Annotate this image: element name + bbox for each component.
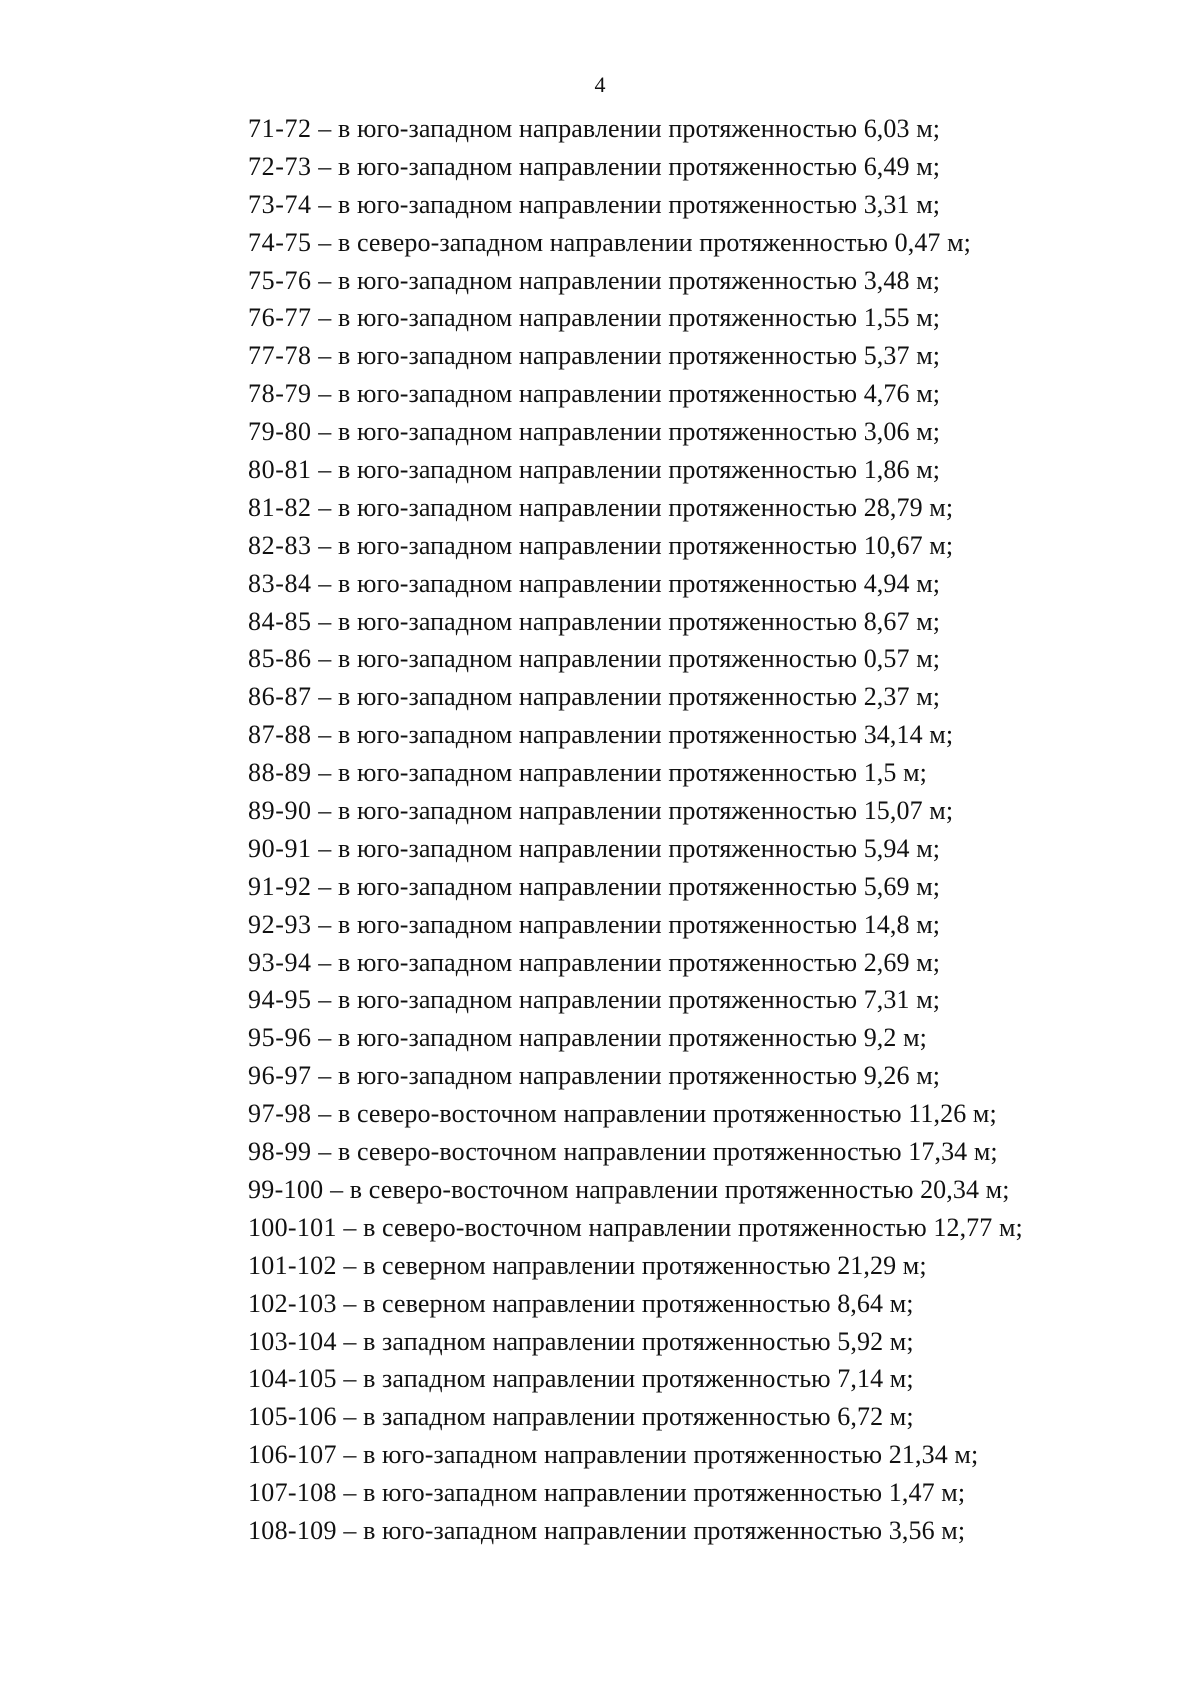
segment-point-range: 105-106: [248, 1402, 337, 1432]
segment-description: – в юго-западном направлении протяженностью 1,86 м;: [311, 455, 941, 485]
segment-line: [248, 1209, 1023, 1247]
segment-line: [248, 565, 1023, 603]
segment-point-range: 94-95: [248, 985, 312, 1015]
segment-description: – в западном направлении протяженностью 6,72 м;: [336, 1402, 914, 1432]
segment-description: – в юго-западном направлении протяженностью 0,57 м;: [311, 644, 941, 674]
segment-point-range: 79-80: [248, 417, 312, 447]
segment-description: – в юго-западном направлении протяженностью 6,03 м;: [311, 114, 941, 143]
segment-line: [248, 186, 1023, 224]
segment-description: – в юго-западном направлении протяженностью 9,2 м;: [311, 1023, 927, 1053]
segment-point-range: 97-98: [248, 1099, 312, 1129]
segment-line: [248, 716, 1023, 754]
segment-line: [248, 489, 1023, 527]
segment-description: – в западном направлении протяженностью 5,92 м;: [336, 1326, 914, 1356]
segment-line: [248, 224, 1023, 262]
segment-description: – в северо-западном направлении протяженностью 0,47 м;: [311, 227, 971, 257]
segment-point-range: 88-89: [248, 758, 312, 788]
page-number: 4: [594, 72, 606, 97]
segment-description: – в юго-западном направлении протяженностью 8,67 м;: [311, 606, 941, 636]
segment-description: – в юго-западном направлении протяженностью 21,34 м;: [336, 1440, 979, 1470]
segment-description: – в северо-восточном направлении протяженностью 20,34 м;: [323, 1174, 1010, 1204]
segment-point-range: 86-87: [248, 682, 312, 712]
segment-description: – в юго-западном направлении протяженностью 9,26 м;: [311, 1061, 941, 1091]
segment-line: [248, 603, 1023, 641]
segment-description: – в юго-западном направлении протяженностью 7,31 м;: [311, 985, 941, 1015]
segment-description: – в юго-западном направлении протяженностью 1,47 м;: [336, 1478, 966, 1508]
segment-line: [248, 792, 1023, 830]
segment-line: [248, 337, 1023, 375]
segment-description: – в юго-западном направлении протяженностью 5,37 м;: [311, 341, 941, 371]
segment-description: – в северо-восточном направлении протяженностью 11,26 м;: [311, 1099, 997, 1129]
segment-line: [248, 1512, 1023, 1550]
segment-line: [248, 1398, 1023, 1436]
segment-point-range: 90-91: [248, 833, 312, 863]
segment-point-range: 73-74: [248, 189, 312, 219]
segment-line: [248, 1436, 1023, 1474]
segment-point-range: 80-81: [248, 455, 312, 485]
segment-point-range: 95-96: [248, 1023, 312, 1053]
segment-line: [248, 1474, 1023, 1512]
segment-point-range: 85-86: [248, 644, 312, 674]
segment-point-range: 99-100: [248, 1174, 324, 1204]
segment-point-range: 91-92: [248, 871, 312, 901]
segment-description: – в юго-западном направлении протяженностью 2,37 м;: [311, 682, 941, 712]
segment-line: [248, 110, 1023, 148]
segment-line: [248, 413, 1023, 451]
segment-point-range: 84-85: [248, 606, 312, 636]
segment-line: [248, 1360, 1023, 1398]
segment-description: – в юго-западном направлении протяженностью 10,67 м;: [311, 530, 954, 560]
segment-description: – в юго-западном направлении протяженностью 15,07 м;: [311, 796, 954, 826]
segment-point-range: 77-78: [248, 341, 312, 371]
segment-line: [248, 830, 1023, 868]
segment-line: [248, 527, 1023, 565]
segment-point-range: 78-79: [248, 379, 312, 409]
segment-description: – в юго-западном направлении протяженностью 3,31 м;: [311, 189, 941, 219]
segment-point-range: 76-77: [248, 303, 312, 333]
segment-description: – в юго-западном направлении протяженностью 1,5 м;: [311, 758, 927, 788]
segment-line: [248, 148, 1023, 186]
segment-point-range: 83-84: [248, 568, 312, 598]
segment-line: [248, 868, 1023, 906]
segment-description: – в юго-западном направлении протяженностью 3,56 м;: [336, 1515, 966, 1545]
segment-line: [248, 262, 1023, 300]
segment-line: [248, 1133, 1023, 1171]
segment-line: [248, 678, 1023, 716]
segment-line: [248, 299, 1023, 337]
segment-point-range: 89-90: [248, 796, 312, 826]
segment-point-range: 98-99: [248, 1137, 312, 1167]
segment-point-range: 107-108: [248, 1478, 337, 1508]
segment-point-range: 102-103: [248, 1288, 337, 1318]
segment-line: [248, 1019, 1023, 1057]
segment-point-range: 100-101: [248, 1212, 337, 1242]
segment-description: – в северном направлении протяженностью 8,64 м;: [336, 1288, 914, 1318]
segment-line: [248, 944, 1023, 982]
segment-point-range: 96-97: [248, 1061, 312, 1091]
segment-description: – в юго-западном направлении протяженностью 34,14 м;: [311, 720, 954, 750]
segment-description: – в юго-западном направлении протяженностью 4,94 м;: [311, 568, 941, 598]
segment-line: [248, 1095, 1023, 1133]
segment-description: – в юго-западном направлении протяженностью 6,49 м;: [311, 151, 941, 181]
segment-point-range: 82-83: [248, 530, 312, 560]
segment-description: – в юго-западном направлении протяженностью 5,94 м;: [311, 833, 941, 863]
segment-description: – в северо-восточном направлении протяженностью 17,34 м;: [311, 1137, 998, 1167]
segment-description: – в юго-западном направлении протяженностью 3,06 м;: [311, 417, 941, 447]
segment-point-range: 74-75: [248, 227, 312, 257]
segment-description: – в юго-западном направлении протяженностью 3,48 м;: [311, 265, 941, 295]
segment-point-range: 103-104: [248, 1326, 337, 1356]
segment-description: – в юго-западном направлении протяженностью 4,76 м;: [311, 379, 941, 409]
segment-point-range: 104-105: [248, 1364, 337, 1394]
segment-point-range: 106-107: [248, 1440, 337, 1470]
segment-description: – в западном направлении протяженностью 7,14 м;: [336, 1364, 914, 1394]
segment-line: [248, 375, 1023, 413]
segment-description: – в северном направлении протяженностью 21,29 м;: [336, 1250, 927, 1280]
segment-point-range: 92-93: [248, 909, 312, 939]
segment-description: – в юго-западном направлении протяженностью 5,69 м;: [311, 871, 941, 901]
segment-description: – в юго-западном направлении протяженностью 28,79 м;: [311, 492, 954, 522]
segment-point-range: 81-82: [248, 492, 312, 522]
segment-point-range: 72-73: [248, 151, 312, 181]
segment-line: [248, 906, 1023, 944]
segment-line: [248, 451, 1023, 489]
segment-line: [248, 1285, 1023, 1323]
segment-point-range: 75-76: [248, 265, 312, 295]
segment-line: [248, 1171, 1023, 1209]
segment-description: – в северо-восточном направлении протяженностью 12,77 м;: [336, 1212, 1023, 1242]
segment-point-range: 87-88: [248, 720, 312, 750]
segment-line: [248, 1057, 1023, 1095]
segment-line: [248, 1247, 1023, 1285]
segment-point-range: 108-109: [248, 1515, 337, 1545]
segment-description: – в юго-западном направлении протяженностью 1,55 м;: [311, 303, 941, 333]
segment-point-range: 93-94: [248, 947, 312, 977]
segment-point-range: 71-72: [248, 114, 312, 143]
boundary-segment-list: [248, 110, 1023, 1550]
segment-line: [248, 640, 1023, 678]
segment-description: – в юго-западном направлении протяженностью 2,69 м;: [311, 947, 941, 977]
segment-description: – в юго-западном направлении протяженностью 14,8 м;: [311, 909, 941, 939]
segment-line: [248, 1323, 1023, 1361]
segment-point-range: 101-102: [248, 1250, 337, 1280]
segment-line: [248, 754, 1023, 792]
segment-line: [248, 981, 1023, 1019]
